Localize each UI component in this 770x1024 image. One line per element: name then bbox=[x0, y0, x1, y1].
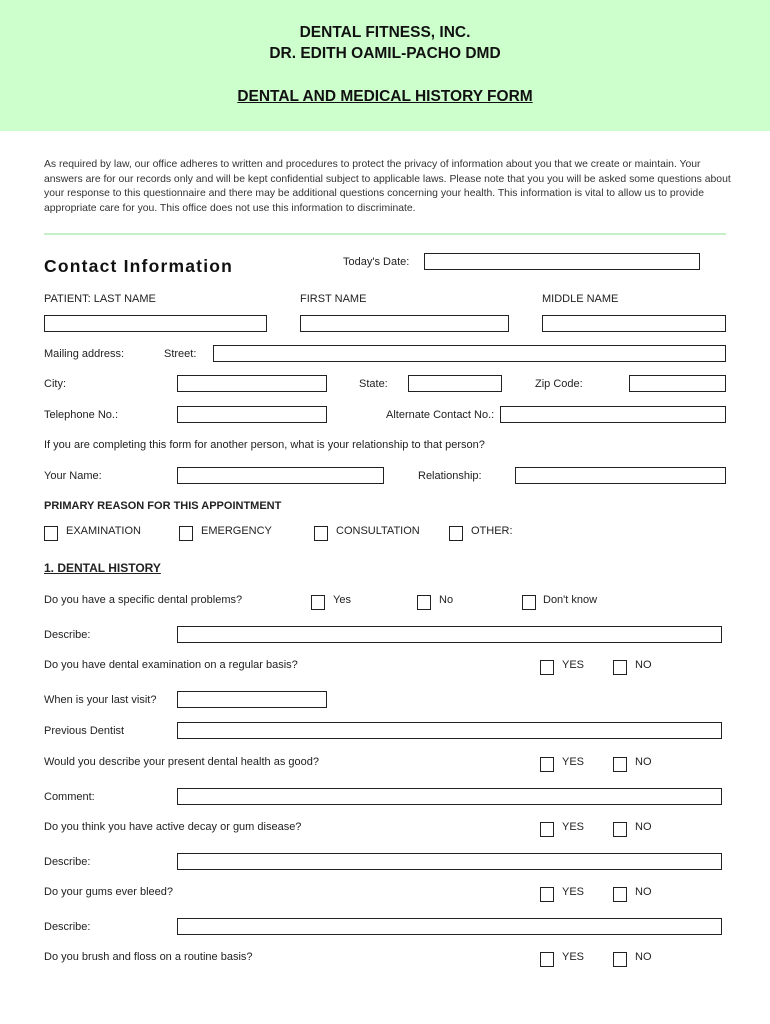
other-checkbox[interactable] bbox=[449, 526, 463, 541]
middle-name-field[interactable] bbox=[542, 315, 726, 332]
decay-yes-label: YES bbox=[562, 821, 585, 833]
examination-checkbox[interactable] bbox=[44, 526, 58, 541]
bleed-yes-label: YES bbox=[562, 886, 585, 898]
telephone-field[interactable] bbox=[177, 406, 327, 423]
doctor-name: DR. EDITH OAMIL-PACHO DMD bbox=[269, 45, 501, 62]
bleed-describe-label: Describe: bbox=[44, 921, 91, 933]
bleed-describe-field[interactable] bbox=[177, 918, 722, 935]
last-name-field[interactable] bbox=[44, 315, 267, 332]
problems-no-label: No bbox=[439, 594, 454, 606]
regular-no-label: NO bbox=[635, 659, 652, 671]
bleed-yes-checkbox[interactable] bbox=[540, 887, 554, 902]
floss-no-checkbox[interactable] bbox=[613, 952, 627, 967]
appointment-reason-title: PRIMARY REASON FOR THIS APPOINTMENT bbox=[44, 500, 282, 512]
mailing-address-label: Mailing address: bbox=[44, 348, 125, 360]
relationship-label: Relationship: bbox=[418, 470, 482, 482]
regular-exam-question: Do you have dental examination on a regular basis? bbox=[44, 659, 298, 671]
problems-yes-label: Yes bbox=[333, 594, 351, 606]
alternate-contact-field[interactable] bbox=[500, 406, 726, 423]
street-field[interactable] bbox=[213, 345, 726, 362]
problems-describe-field[interactable] bbox=[177, 626, 722, 643]
company-name: DENTAL FITNESS, INC. bbox=[299, 24, 471, 41]
zip-label: Zip Code: bbox=[535, 378, 583, 390]
bleed-no-label: NO bbox=[635, 886, 652, 898]
city-label: City: bbox=[44, 378, 66, 390]
dental-history-title: 1. DENTAL HISTORY bbox=[44, 561, 161, 575]
last-visit-field[interactable] bbox=[177, 691, 327, 708]
comment-field[interactable] bbox=[177, 788, 722, 805]
problems-dont-know-label: Don't know bbox=[543, 594, 598, 606]
health-good-question: Would you describe your present dental health as good? bbox=[44, 756, 319, 768]
first-name-field[interactable] bbox=[300, 315, 509, 332]
state-label: State: bbox=[359, 378, 388, 390]
decay-question: Do you think you have active decay or gum disease? bbox=[44, 821, 302, 833]
floss-yes-label: YES bbox=[562, 951, 585, 963]
form-header bbox=[0, 0, 770, 131]
decay-describe-field[interactable] bbox=[177, 853, 722, 870]
regular-no-checkbox[interactable] bbox=[613, 660, 627, 675]
decay-no-checkbox[interactable] bbox=[613, 822, 627, 837]
privacy-notice: As required by law, our office adheres to written and procedures to protect the privacy of information about you that we create or maintain. Your answers are for our records only and will be kept confidential subject to applicable laws. Please note that you you will be asked some questions about your response to this questionnaire and there may be additional questions concerning your health. This information is vital to allow us to provide appropriate care for you. This office does not use this information to discriminate. bbox=[44, 159, 731, 214]
floss-question: Do you brush and floss on a routine basis? bbox=[44, 951, 253, 963]
regular-yes-label: YES bbox=[562, 659, 585, 671]
todays-date-label: Today's Date: bbox=[343, 256, 410, 268]
previous-dentist-label: Previous Dentist bbox=[44, 725, 125, 737]
good-yes-checkbox[interactable] bbox=[540, 757, 554, 772]
relationship-field[interactable] bbox=[515, 467, 726, 484]
street-label: Street: bbox=[164, 348, 197, 360]
describe-label: Describe: bbox=[44, 629, 91, 641]
state-field[interactable] bbox=[408, 375, 502, 392]
another-person-question: If you are completing this form for another person, what is your relationship to that person? bbox=[44, 439, 485, 451]
floss-no-label: NO bbox=[635, 951, 652, 963]
good-yes-label: YES bbox=[562, 756, 585, 768]
first-name-label: FIRST NAME bbox=[300, 293, 367, 305]
problems-yes-checkbox[interactable] bbox=[311, 595, 325, 610]
previous-dentist-field[interactable] bbox=[177, 722, 722, 739]
city-field[interactable] bbox=[177, 375, 327, 392]
problems-dont-know-checkbox[interactable] bbox=[522, 595, 536, 610]
last-visit-label: When is your last visit? bbox=[44, 694, 157, 706]
zip-field[interactable] bbox=[629, 375, 726, 392]
todays-date-field[interactable] bbox=[424, 253, 700, 270]
examination-label: EXAMINATION bbox=[66, 525, 141, 537]
floss-yes-checkbox[interactable] bbox=[540, 952, 554, 967]
good-no-label: NO bbox=[635, 756, 652, 768]
middle-name-label: MIDDLE NAME bbox=[542, 293, 619, 305]
decay-yes-checkbox[interactable] bbox=[540, 822, 554, 837]
bleed-no-checkbox[interactable] bbox=[613, 887, 627, 902]
telephone-label: Telephone No.: bbox=[44, 409, 118, 421]
consultation-label: CONSULTATION bbox=[336, 525, 420, 537]
decay-describe-label: Describe: bbox=[44, 856, 91, 868]
emergency-checkbox[interactable] bbox=[179, 526, 193, 541]
other-label: OTHER: bbox=[471, 525, 513, 537]
bleed-question: Do your gums ever bleed? bbox=[44, 886, 174, 898]
section-divider bbox=[44, 233, 726, 235]
problems-no-checkbox[interactable] bbox=[417, 595, 431, 610]
regular-yes-checkbox[interactable] bbox=[540, 660, 554, 675]
last-name-label: PATIENT: LAST NAME bbox=[44, 293, 156, 305]
dental-problems-question: Do you have a specific dental problems? bbox=[44, 594, 243, 606]
comment-label: Comment: bbox=[44, 791, 95, 803]
alternate-contact-label: Alternate Contact No.: bbox=[386, 409, 495, 421]
your-name-field[interactable] bbox=[177, 467, 384, 484]
consultation-checkbox[interactable] bbox=[314, 526, 328, 541]
good-no-checkbox[interactable] bbox=[613, 757, 627, 772]
your-name-label: Your Name: bbox=[44, 470, 102, 482]
decay-no-label: NO bbox=[635, 821, 652, 833]
emergency-label: EMERGENCY bbox=[201, 525, 272, 537]
form-title: DENTAL AND MEDICAL HISTORY FORM bbox=[237, 88, 533, 105]
contact-section-title: Contact Information bbox=[44, 256, 234, 276]
